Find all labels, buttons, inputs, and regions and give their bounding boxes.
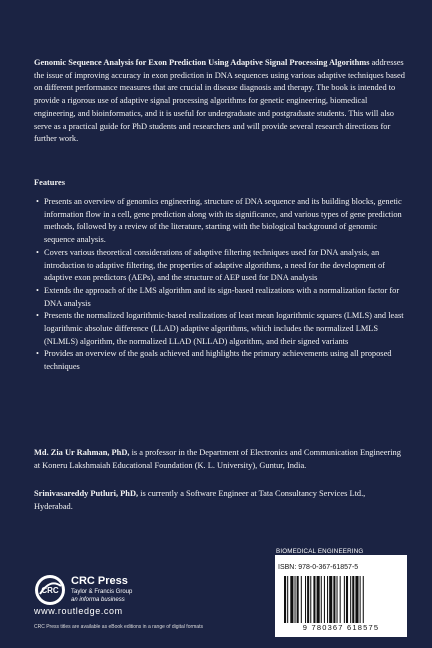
description-body: addresses the issue of improving accuracy in exon prediction in DNA sequences using various adaptive techniques based on different performance measures that are crucial in disease diagnosis and therapy. The book is intended to provide a rigorous use of adaptive signal processing algorithms for genetic engineering, biomedical engineering, and bioinformatics, and it is useful for undergraduate and postgraduate students. This will also serve as a practical guide for PhD students and researchers and will provide several research directions for further work. xyxy=(34,58,405,144)
feature-item: • Covers various theoretical considerations of adaptive filtering techniques used for DNA analysis, an introduction to adaptive filtering, the properties of adaptive algorithms, a need for the development of adaptive exon predictors (AEPs), and the structure of AEP used for DNA analysis xyxy=(34,247,408,285)
barcode-bar xyxy=(287,576,288,623)
barcode-bar xyxy=(355,576,358,623)
book-description xyxy=(34,57,406,146)
barcode-bar xyxy=(329,576,332,623)
barcode-icon xyxy=(283,576,401,623)
barcode-bar xyxy=(284,576,286,623)
barcode-bar xyxy=(352,576,354,623)
barcode-bar xyxy=(297,576,299,623)
barcode-bar xyxy=(337,576,338,623)
barcode-bar xyxy=(295,576,296,623)
isbn-label: ISBN: 978-0-367-61857-5 xyxy=(278,564,359,571)
feature-item: • Presents the normalized logarithmic-based realizations of least mean logarithmic squares (LMLS) and least logarithmic absolute difference (LLAD) adaptive algorithms, which includes the normalized LMLS (NLMLS) algorithm, the normalized LLAD (NLLAD) algorithm, and their signed variants xyxy=(34,310,408,348)
features-heading: Features xyxy=(34,178,66,187)
barcode-bar xyxy=(360,576,361,623)
barcode-bar xyxy=(310,576,311,623)
barcode-bar xyxy=(344,576,345,623)
barcode-bar xyxy=(340,576,341,623)
author-description: is currently a Software Engineer at Tata Consultancy Services Ltd., Hyderabad. xyxy=(34,489,366,511)
feature-item: • Provides an overview of the goals achieved and highlights the primary achievements using all proposed techniques xyxy=(34,348,408,373)
author-name: Md. Zia Ur Rahman, PhD, xyxy=(34,448,130,457)
subject-label: BIOMEDICAL ENGINEERING xyxy=(276,548,364,555)
features-list xyxy=(34,196,408,374)
publisher-group: Taylor & Francis Group xyxy=(71,589,133,595)
publisher-name: CRC Press xyxy=(71,575,128,587)
barcode-bar xyxy=(350,576,351,623)
barcode-bar xyxy=(327,576,328,623)
publisher-url[interactable]: www.routledge.com xyxy=(34,606,123,616)
feature-item: • Presents an overview of genomics engineering, structure of DNA sequence and its building blocks, genetic information flow in a cell, gene prediction along with its significance, and various types of gene prediction methods, followed by a review of the literature, starting with the biological background of genomic sequence analysis. xyxy=(34,196,408,247)
author-bio xyxy=(34,447,406,472)
barcode-bar xyxy=(301,576,302,623)
barcode-panel xyxy=(275,555,407,637)
barcode-bar xyxy=(305,576,306,623)
ebook-note: CRC Press titles are available as eBook editions in a range of digital formats xyxy=(34,624,203,630)
barcode-bar xyxy=(363,576,364,623)
barcode-number: 9 780367 618575 xyxy=(302,623,380,632)
logo-text: CRC xyxy=(41,586,59,595)
barcode-bar xyxy=(313,576,315,623)
author-bio xyxy=(34,488,406,513)
feature-item: • Extends the approach of the LMS algorithm and its sign-based realizations with a normalization factor for DNA analysis xyxy=(34,285,408,310)
barcode-bar xyxy=(321,576,322,623)
barcode-bar xyxy=(290,576,293,623)
author-name: Srinivasareddy Putluri, PhD, xyxy=(34,489,139,498)
publisher-business: an informa business xyxy=(71,597,125,603)
barcode-bar xyxy=(346,576,348,623)
barcode-bar xyxy=(307,576,309,623)
crc-press-logo-icon xyxy=(34,574,66,606)
barcode-bar xyxy=(333,576,335,623)
barcode-bar xyxy=(317,576,320,623)
barcode-bar xyxy=(324,576,325,623)
author-description: is a professor in the Department of Electronics and Communication Engineering at Koneru Lakshmaiah Educational Foundation (K. L. University), Guntur, India. xyxy=(34,448,401,470)
book-title: Genomic Sequence Analysis for Exon Prediction Using Adaptive Signal Processing Algorithms xyxy=(34,58,370,67)
